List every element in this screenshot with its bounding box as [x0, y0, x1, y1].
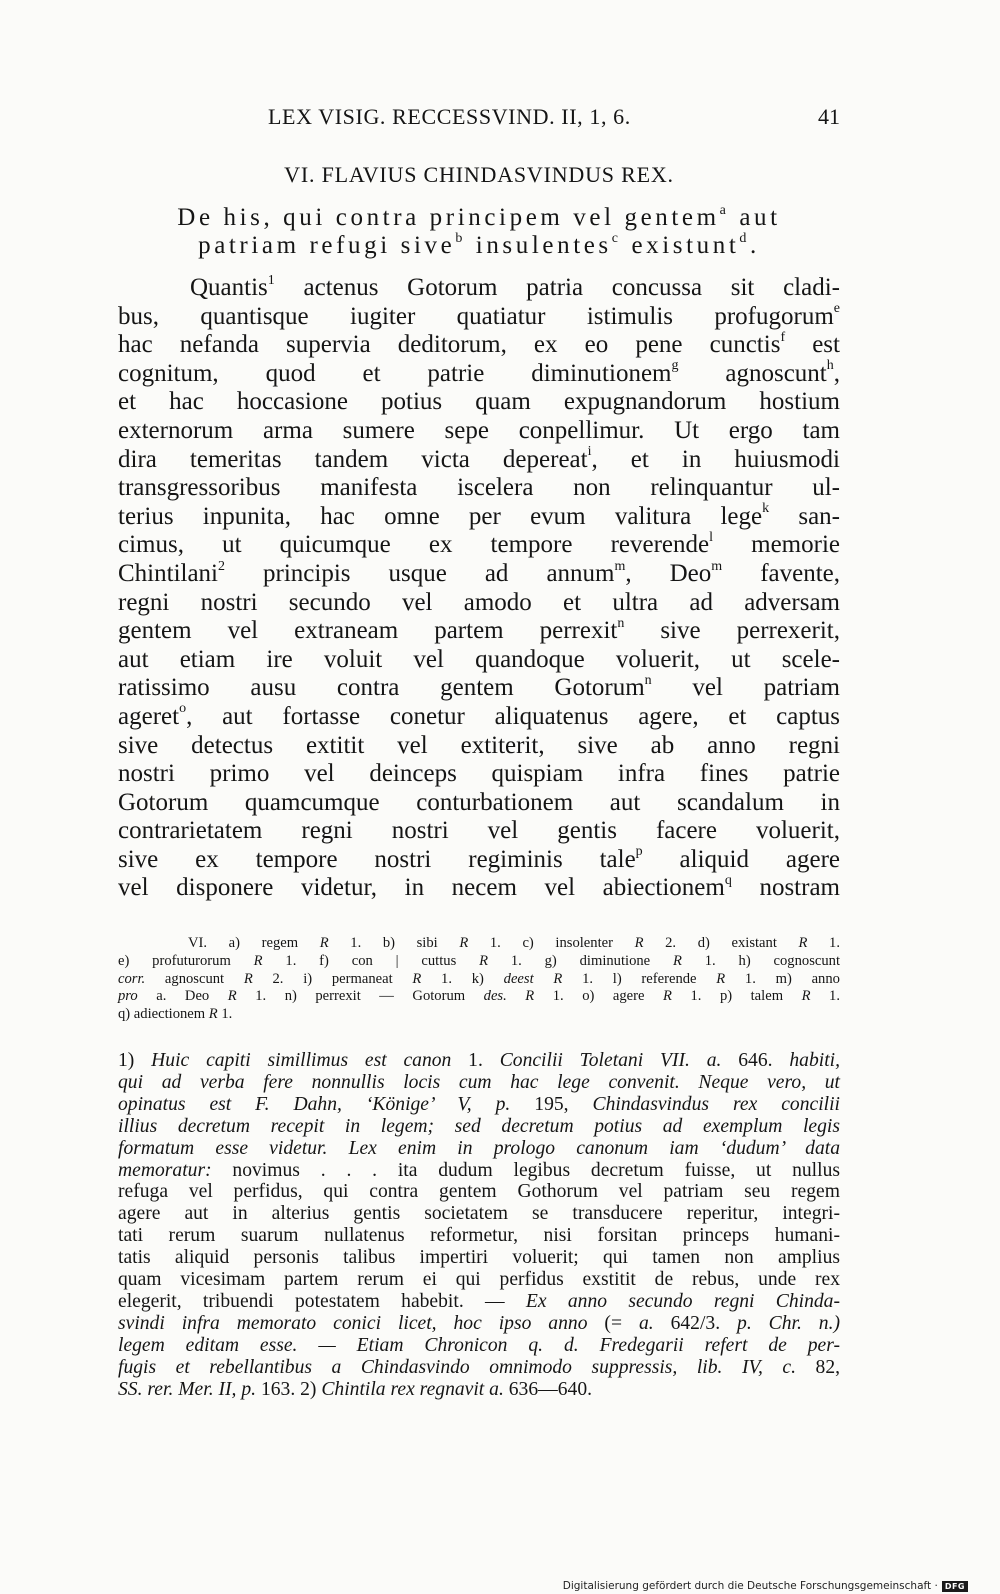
footnote-line: tati rerum suarum nullatenus reformetur, nisi forsitan princeps humani- — [118, 1225, 840, 1247]
apparatus-text: q) adiectionem — [118, 1006, 209, 1023]
text-run: cimus, ut quicumque ex tempore reverende — [118, 531, 710, 559]
apparatus-text: 1. o) agere — [534, 988, 664, 1005]
text-run: dira temeritas tandem victa depereat — [118, 445, 588, 473]
text-line — [118, 331, 840, 360]
apparatus-marker: g — [671, 358, 679, 374]
critical-apparatus — [118, 935, 840, 1024]
footnote-italic: SS. rer. Mer. II, p. — [118, 1378, 257, 1400]
running-title: LEX VISIG. RECCESSVIND. II, 1, 6. — [268, 104, 631, 129]
footnote-italic: illius decretum recepit in legem; sed decretum potius ad exemplum legis — [118, 1115, 840, 1137]
siglum: R — [673, 952, 682, 969]
footnote-italic: a. — [638, 1312, 654, 1334]
footnote-text: 1. — [451, 1050, 500, 1071]
apparatus-italic: pro — [118, 988, 138, 1005]
apparatus-text: 2. i) permaneat — [252, 970, 413, 987]
footnote-italic: svindi infra memorato conici licet, hoc ipso anno — [118, 1312, 588, 1334]
apparatus-marker: k — [762, 501, 770, 517]
siglum: R — [479, 952, 489, 969]
digitization-credit-text: Digitalisierung gefördert durch die Deutsche Forschungsgemeinschaft · — [562, 1580, 938, 1592]
law-rubric — [118, 204, 840, 260]
text-run: actenus Gotorum patria concussa sit cladi- — [274, 274, 840, 301]
footnote-line: refuga vel perfidus, qui contra gentem Gothorum vel patriam seu regem — [118, 1181, 840, 1203]
siglum: R — [663, 988, 672, 1005]
apparatus-italic: corr. — [118, 970, 146, 987]
apparatus-text: VI. a) regem — [188, 935, 320, 951]
footnote-italic: Concilii Toletani VII. a. — [499, 1050, 722, 1071]
apparatus-text: e) profuturorum — [118, 952, 254, 969]
apparatus-text: 2. d) existant — [643, 935, 799, 951]
footnote-line: tatis aliquid personis talibus impertiri voluerit; qui tamen non amplius — [118, 1247, 840, 1269]
apparatus-marker: n — [644, 672, 652, 688]
footnote-italic: Chindasvindus rex concilii — [592, 1093, 840, 1115]
text-run: ageret — [118, 702, 180, 730]
text-run: , aut fortasse conetur aliquatenus agere, et captus — [186, 702, 840, 730]
footnote-italic: Chintila rex regnavit a. — [321, 1378, 504, 1400]
text-line — [118, 874, 840, 903]
text-run: bus, quantisque iugiter quatiatur istimulis profugorum — [118, 302, 834, 330]
text-run: agnoscunt — [678, 359, 827, 387]
apparatus-marker: f — [780, 329, 786, 345]
text-line: contrarietatem regni nostri vel gentis facere voluerit, — [118, 817, 840, 845]
section-title: VI. FLAVIUS CHINDASVINDUS REX. — [284, 162, 674, 187]
footnote-text: 1) — [118, 1050, 152, 1071]
apparatus-marker: l — [709, 529, 714, 545]
apparatus-text: a. Deo — [137, 988, 228, 1005]
apparatus-marker: m — [614, 558, 626, 574]
apparatus-text: 1. h) cognoscunt — [681, 952, 840, 969]
text-run: memorie — [713, 531, 840, 559]
apparatus-text — [534, 971, 554, 987]
footnote-text: novimus . . . ita dudum legibus decretum fuisse, ut nullus — [211, 1159, 840, 1181]
footnote-line — [118, 1313, 840, 1335]
text-line: transgressoribus manifesta iscelera non relinquantur ul- — [118, 474, 840, 502]
footnote-italic: opinatus est F. Dahn, ‘Könige’ V, p. — [118, 1093, 511, 1115]
dfg-logo-icon: DFG — [942, 1581, 968, 1592]
footnote-line — [118, 1357, 840, 1379]
footnote-line: quam vicesimam partem rerum ei qui perfidus exstitit de rebus, unde rex — [118, 1269, 840, 1291]
apparatus-text: 1. m) anno — [725, 970, 840, 987]
rubric-text: insulentes — [465, 232, 612, 259]
footnote-italic: legem editam esse. — Etiam Chronicon q. d. Fredegarii refert de per- — [118, 1334, 840, 1356]
footnotes — [118, 1050, 840, 1401]
text-run: , Deo — [625, 559, 712, 587]
text-run: , — [833, 359, 840, 387]
footnote-text: elegerit, tribuendi potestatem habebit. — — [118, 1290, 526, 1312]
apparatus-text: 1. b) sibi — [328, 935, 460, 951]
apparatus-marker: o — [179, 701, 187, 717]
apparatus-text — [507, 988, 526, 1004]
text-run: est — [785, 331, 840, 359]
rubric-text: aut — [729, 204, 781, 231]
apparatus-text: 1. — [217, 1006, 233, 1023]
text-line — [118, 674, 840, 703]
text-run: hac nefanda supervia deditorum, ex eo pene cunctis — [118, 331, 781, 359]
siglum: R — [243, 970, 253, 987]
siglum: R — [253, 952, 263, 969]
siglum: R — [716, 970, 726, 987]
footnote-italic: Ex anno secundo regni Chinda- — [525, 1290, 840, 1312]
text-line: externorum arma sumere sepe conpellimur. Ut ergo tam — [118, 416, 840, 444]
footnote-italic: qui ad verba fere nonnullis locis cum hac lege convenit. Neque vero, ut — [118, 1071, 840, 1093]
siglum: R — [208, 1006, 218, 1023]
apparatus-marker: q — [724, 873, 732, 889]
text-line — [118, 846, 840, 875]
text-line — [118, 617, 840, 646]
apparatus-text: 1. — [810, 988, 840, 1005]
text-line: et hac hoccasione potius quam expugnandorum hostium — [118, 388, 840, 416]
apparatus-italic: des. — [483, 988, 507, 1005]
siglum: R — [227, 988, 237, 1005]
text-run: vel disponere videtur, in necem vel abiectionem — [118, 874, 725, 902]
apparatus-line — [118, 1006, 840, 1024]
footnote-line — [118, 1072, 840, 1094]
apparatus-text: 1. l) referende — [562, 970, 717, 987]
footnote-text: 642/3. — [653, 1312, 738, 1334]
footnote-line — [118, 1116, 840, 1138]
footnote-text: 195, — [510, 1093, 593, 1115]
apparatus-text: 1. — [807, 935, 841, 951]
text-run: principis usque ad annum — [225, 559, 615, 587]
footnote-italic: formatum esse videtur. Lex enim in prologo canonum iam ‘dudum’ data — [118, 1137, 840, 1159]
apparatus-marker: e — [833, 301, 840, 317]
apparatus-marker: n — [617, 615, 625, 631]
apparatus-marker: c — [611, 230, 622, 246]
text-line — [118, 446, 840, 475]
apparatus-text: 1. f) con | cuttus — [262, 952, 480, 969]
rubric-text: De his, qui contra principem vel gentem — [177, 204, 720, 231]
text-line — [118, 360, 840, 389]
law-text — [118, 274, 840, 903]
apparatus-line — [118, 953, 840, 971]
text-line: nostri primo vel deinceps quispiam infra fines patrie — [118, 760, 840, 788]
text-line: aut etiam ire voluit vel quandoque voluerit, ut scele- — [118, 645, 840, 673]
footnote-italic: fugis et rebellantibus a Chindasvindo omnimodo suppressis, lib. IV, c. — [118, 1356, 796, 1378]
text-line — [118, 703, 840, 732]
footnote-text: 82, — [795, 1356, 841, 1378]
footnote-line — [118, 1379, 840, 1401]
text-line: Gotorum quamcumque conturbationem aut scandalum in — [118, 788, 840, 816]
siglum: R — [412, 970, 422, 987]
text-run: terius inpunita, hac omne per evum valitura lege — [118, 502, 763, 530]
footnote-italic: Huic capiti simillimus est canon — [151, 1050, 452, 1071]
footnote-line: agere aut in alterius gentis societatem se transducere reperitur, integri- — [118, 1203, 840, 1225]
siglum: R — [319, 935, 329, 951]
footnote-text: 646. — [721, 1050, 790, 1071]
rubric-text: . — [750, 232, 760, 259]
apparatus-line — [118, 988, 840, 1006]
apparatus-text: 1. k) — [421, 970, 504, 987]
apparatus-line — [118, 935, 840, 953]
page-number: 41 — [818, 104, 840, 129]
footnote-line — [118, 1291, 840, 1313]
text-line — [118, 303, 840, 332]
text-run: gentem vel extraneam partem perrexit — [118, 617, 618, 645]
siglum: R — [553, 970, 563, 987]
footnote-text: (= — [587, 1312, 639, 1334]
apparatus-text: 1. c) insolenter — [468, 935, 635, 951]
text-run: , et in huiusmodi — [591, 445, 840, 473]
siglum: R — [459, 935, 469, 951]
text-line — [118, 560, 840, 589]
text-line: regni nostri secundo vel amodo et ultra ad adversam — [118, 588, 840, 616]
apparatus-italic: deest — [503, 970, 534, 987]
footnote-line — [118, 1050, 840, 1072]
apparatus-marker: i — [587, 444, 592, 460]
rubric-line — [118, 204, 840, 232]
text-run: cognitum, quod et patrie diminutionem — [118, 359, 672, 387]
siglum: R — [525, 988, 535, 1005]
footnote-text: 163. 2) — [256, 1378, 322, 1400]
footnote-marker: 1 — [267, 272, 275, 288]
siglum: R — [634, 935, 644, 951]
text-run: Quantis — [190, 274, 268, 301]
text-line: sive detectus extitit vel extiterit, sive ab anno regni — [118, 731, 840, 759]
text-run: vel patriam — [651, 674, 840, 702]
apparatus-line — [118, 971, 840, 989]
footnote-italic: p. Chr. n.) — [737, 1312, 841, 1334]
apparatus-text: 1. p) talem — [671, 988, 802, 1005]
apparatus-marker: m — [711, 558, 723, 574]
siglum: R — [798, 935, 808, 951]
siglum: R — [801, 988, 811, 1005]
text-line — [118, 531, 840, 560]
apparatus-marker: h — [826, 358, 834, 374]
footnote-italic: habiti, — [789, 1050, 840, 1071]
footnote-marker: 2 — [218, 558, 225, 574]
apparatus-marker: p — [635, 844, 643, 860]
apparatus-text: 1. n) perrexit — Gotorum — [236, 988, 484, 1005]
text-run: sive ex tempore nostri regiminis tale — [118, 845, 636, 873]
text-line — [118, 274, 840, 303]
text-run: aliquid agere — [642, 845, 840, 873]
apparatus-marker: d — [739, 230, 751, 246]
rubric-text: patriam refugi sive — [198, 232, 456, 259]
footnote-italic: memoratur: — [118, 1159, 212, 1181]
apparatus-text: agnoscunt — [145, 970, 244, 987]
footnote-line — [118, 1094, 840, 1116]
digitization-credit — [563, 1580, 968, 1592]
footnote-line — [118, 1335, 840, 1357]
apparatus-text: 1. g) diminutione — [488, 952, 673, 969]
rubric-line — [118, 232, 840, 260]
text-run: san- — [769, 502, 840, 530]
text-run: sive perrexerit, — [624, 617, 840, 645]
text-run: ratissimo ausu contra gentem Gotorum — [118, 674, 645, 702]
text-run: favente, — [722, 559, 841, 587]
footnote-line — [118, 1138, 840, 1160]
footnote-text: 636—640. — [503, 1378, 593, 1400]
text-run: Chintilani — [118, 559, 218, 587]
text-line — [118, 503, 840, 532]
rubric-text: existunt — [621, 232, 740, 259]
running-head — [118, 104, 840, 140]
apparatus-marker: b — [455, 230, 466, 246]
text-run: nostram — [731, 874, 840, 902]
footnote-line — [118, 1160, 840, 1182]
apparatus-marker: a — [719, 202, 730, 218]
